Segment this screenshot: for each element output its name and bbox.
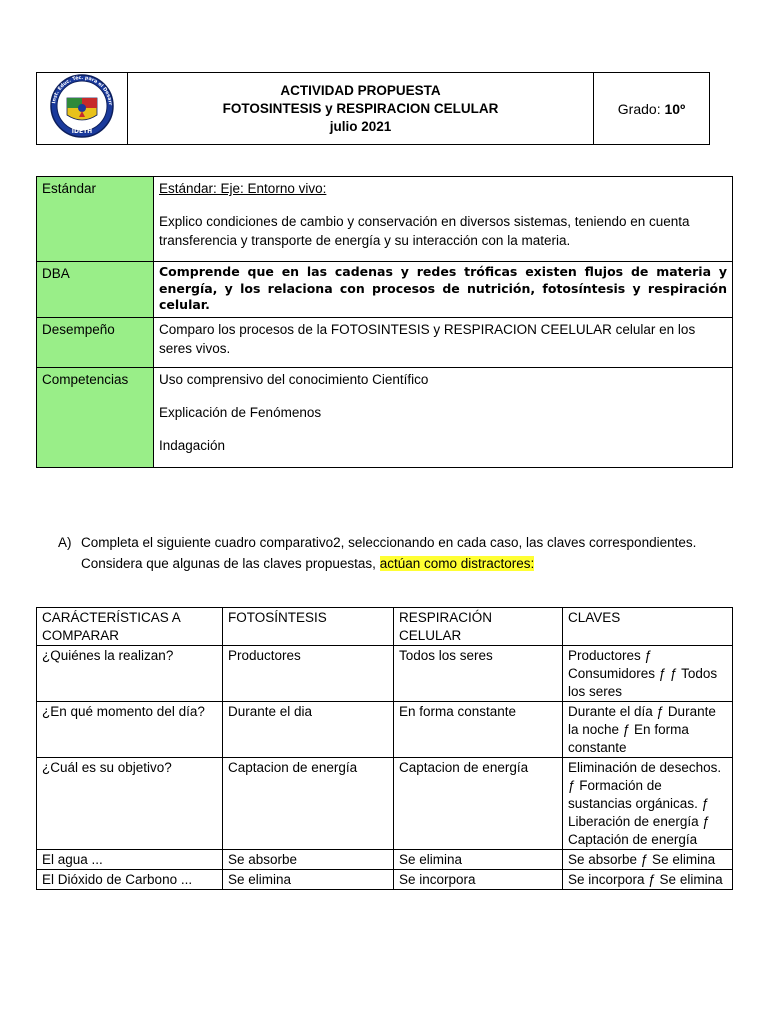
cell-characteristic: ¿Cuál es su objetivo? — [37, 758, 223, 850]
title-line-3: julio 2021 — [329, 118, 392, 134]
cell-characteristic: ¿En qué momento del día? — [37, 702, 223, 758]
cell-characteristic: El agua ... — [37, 850, 223, 870]
column-header: RESPIRACIÓN CELULAR — [394, 608, 563, 646]
cell-characteristic: El Dióxido de Carbono ... — [37, 870, 223, 890]
logo-bottom-text: IDETH — [71, 128, 93, 135]
cell-respiracion: Todos los seres — [394, 646, 563, 702]
header-table — [36, 72, 710, 145]
dba-text: Comprende que en las cadenas y redes tróficas existen flujos de materia y energía, y los relaciona con procesos de nutrición, fotosíntesis y respiración celular. — [154, 262, 733, 318]
table-header-row — [37, 608, 733, 646]
desempeno-label: Desempeño — [37, 317, 154, 367]
grade-label: Grado: — [617, 100, 661, 117]
competencias-label: Competencias — [37, 367, 154, 467]
estandar-content — [154, 177, 733, 262]
cell-respiracion: Captacion de energía — [394, 758, 563, 850]
cell-fotosintesis: Productores — [223, 646, 394, 702]
title-line-2: FOTOSINTESIS y RESPIRACION CELULAR — [222, 100, 499, 116]
cell-claves: Eliminación de desechos. ƒ Formación de sustancias orgánicas. ƒ Liberación de energía ƒ Captación de energía — [563, 758, 733, 850]
cell-fotosintesis: Durante el dia — [223, 702, 394, 758]
competencia-item: Uso comprensivo del conocimiento Científico — [159, 371, 429, 387]
estandar-text: Explico condiciones de cambio y conservación en diversos sistemas, teniendo en cuenta transferencia y transporte de energía y su interacción con la materia. — [159, 214, 690, 248]
cell-fotosintesis: Captacion de energía — [223, 758, 394, 850]
cell-respiracion: Se incorpora — [394, 870, 563, 890]
competencia-item: Explicación de Fenómenos — [159, 404, 322, 420]
instruction-highlight: actúan como distractores: — [379, 556, 535, 571]
desempeno-text: Comparo los procesos de la FOTOSINTESIS y RESPIRACION CEELULAR celular en los seres vivos. — [154, 317, 733, 367]
comparison-table — [36, 607, 733, 890]
standards-table — [36, 176, 733, 468]
instruction-text: Completa el siguiente cuadro comparativo2, seleccionando en cada caso, las claves correspondientes. Considera que algunas de las claves propuestas, — [81, 535, 697, 571]
table-row — [37, 870, 733, 890]
logo-cell — [37, 73, 128, 145]
document-title — [128, 73, 594, 145]
grade-value: 10º — [664, 100, 686, 117]
estandar-label: Estándar — [37, 177, 154, 262]
instruction-letter: A) — [58, 535, 72, 550]
logo-ring-text: Inst. Educ. Téc. para el Desarr — [52, 75, 113, 106]
table-row — [37, 646, 733, 702]
column-header: FOTOSÍNTESIS — [223, 608, 394, 646]
cell-respiracion: Se elimina — [394, 850, 563, 870]
column-header: CLAVES — [563, 608, 733, 646]
grade-cell — [594, 73, 710, 145]
cell-claves: Se absorbe ƒ Se elimina — [563, 850, 733, 870]
estandar-heading: Estándar: Eje: Entorno vivo: — [159, 181, 327, 196]
table-row — [37, 850, 733, 870]
dba-label: DBA — [37, 262, 154, 318]
cell-claves: Durante el día ƒ Durante la noche ƒ En forma constante — [563, 702, 733, 758]
instruction-paragraph — [58, 532, 718, 574]
table-row — [37, 702, 733, 758]
cell-fotosintesis: Se absorbe — [223, 850, 394, 870]
column-header: CARÁCTERÍSTICAS A COMPARAR — [37, 608, 223, 646]
competencia-item: Indagación — [159, 437, 226, 453]
table-row — [37, 758, 733, 850]
cell-fotosintesis: Se elimina — [223, 870, 394, 890]
cell-characteristic: ¿Quiénes la realizan? — [37, 646, 223, 702]
cell-claves: Se incorpora ƒ Se elimina — [563, 870, 733, 890]
cell-respiracion: En forma constante — [394, 702, 563, 758]
school-logo-icon — [39, 73, 125, 139]
competencias-list — [154, 367, 733, 467]
title-line-1: ACTIVIDAD PROPUESTA — [280, 82, 441, 98]
cell-claves: Productores ƒ Consumidores ƒ ƒ Todos los seres — [563, 646, 733, 702]
